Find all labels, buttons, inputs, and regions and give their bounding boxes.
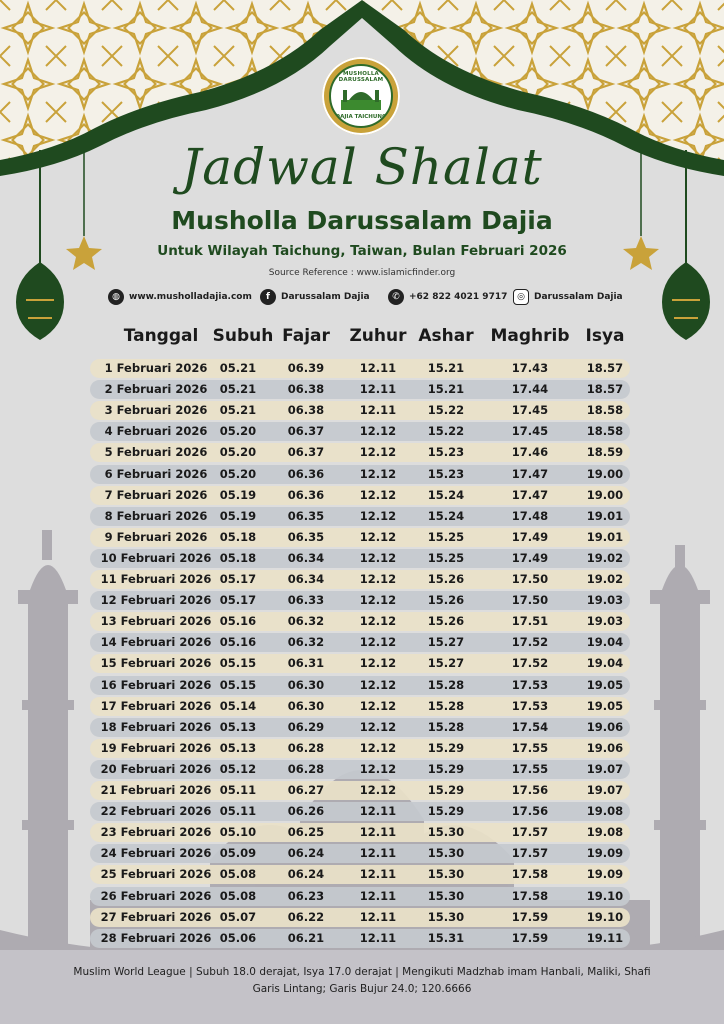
cell-maghrib: 17.53: [511, 698, 549, 713]
cell-fajar: 06.37: [287, 445, 325, 460]
cell-ashar: 15.30: [427, 825, 465, 840]
cell-fajar: 06.33: [287, 593, 325, 608]
cell-zuhur: 12.11: [359, 825, 397, 840]
cell-subuh: 05.16: [219, 614, 257, 629]
globe-icon: ◍: [108, 289, 124, 305]
cell-fajar: 06.27: [287, 783, 325, 797]
cell-zuhur: 12.11: [359, 804, 397, 819]
cell-isya: 19.02: [586, 572, 624, 586]
cell-date: 25 Februari 2026: [100, 867, 212, 882]
cell-fajar: 06.36: [287, 487, 325, 502]
table-row: [90, 612, 630, 631]
cell-maghrib: 17.58: [511, 888, 549, 903]
cell-maghrib: 17.55: [511, 740, 549, 755]
instagram-text: Darussalam Dajia: [534, 292, 623, 302]
cell-maghrib: 17.58: [511, 867, 549, 882]
cell-subuh: 05.21: [219, 403, 257, 418]
cell-date: 18 Februari 2026: [100, 719, 212, 734]
cell-fajar: 06.32: [287, 614, 325, 629]
cell-ashar: 15.29: [427, 804, 465, 819]
cell-fajar: 06.24: [287, 846, 325, 861]
table-row: [90, 654, 630, 673]
cell-isya: 19.07: [586, 783, 624, 797]
header-isya: Isya: [585, 326, 625, 346]
cell-maghrib: 17.46: [511, 445, 549, 460]
cell-date: 17 Februari 2026: [100, 698, 212, 713]
cell-maghrib: 17.57: [511, 846, 549, 861]
cell-fajar: 06.26: [287, 804, 325, 819]
cell-date: 8 Februari 2026: [104, 508, 208, 523]
cell-maghrib: 17.50: [511, 593, 549, 608]
table-row: [90, 507, 630, 526]
table-row: [90, 908, 630, 927]
cell-zuhur: 12.11: [359, 888, 397, 903]
cell-isya: 19.06: [586, 719, 624, 734]
cell-zuhur: 12.11: [359, 403, 397, 418]
cell-isya: 19.00: [586, 487, 624, 502]
cell-ashar: 15.30: [427, 867, 465, 882]
cell-maghrib: 17.45: [511, 403, 549, 418]
whatsapp-icon: ✆: [388, 289, 404, 305]
cell-ashar: 15.24: [427, 487, 465, 502]
instagram-icon: ◎: [513, 289, 529, 305]
header-subuh: Subuh: [212, 326, 274, 346]
cell-zuhur: 12.12: [359, 593, 397, 608]
cell-subuh: 05.06: [219, 930, 257, 945]
cell-zuhur: 12.12: [359, 635, 397, 650]
cell-maghrib: 17.47: [511, 466, 549, 481]
cell-zuhur: 12.11: [359, 909, 397, 924]
cell-fajar: 06.21: [287, 930, 325, 945]
cell-date: 19 Februari 2026: [100, 740, 212, 755]
cell-maghrib: 17.52: [511, 656, 549, 671]
cell-date: 6 Februari 2026: [104, 466, 208, 481]
cell-isya: 19.09: [586, 846, 624, 861]
cell-ashar: 15.28: [427, 719, 465, 734]
cell-date: 9 Februari 2026: [104, 529, 208, 544]
cell-isya: 18.57: [586, 361, 624, 375]
cell-subuh: 05.18: [219, 529, 257, 544]
table-row: [90, 465, 630, 484]
cell-zuhur: 12.12: [359, 508, 397, 523]
cell-isya: 18.58: [586, 424, 624, 439]
cell-zuhur: 12.12: [359, 761, 397, 776]
cell-isya: 19.01: [586, 508, 624, 523]
region-caption: Untuk Wilayah Taichung, Taiwan, Bulan Februari 2026: [157, 243, 567, 259]
cell-maghrib: 17.57: [511, 825, 549, 840]
cell-date: 2 Februari 2026: [104, 382, 208, 397]
cell-date: 4 Februari 2026: [104, 424, 208, 439]
contact-whatsapp[interactable]: [388, 288, 507, 306]
cell-zuhur: 12.12: [359, 719, 397, 734]
cell-isya: 19.08: [586, 804, 624, 819]
cell-isya: 18.59: [586, 445, 624, 460]
cell-date: 14 Februari 2026: [100, 635, 212, 650]
header-zuhur: Zuhur: [349, 326, 407, 346]
cell-subuh: 05.20: [219, 466, 257, 481]
cell-isya: 19.05: [586, 677, 624, 692]
table-row: [90, 401, 630, 420]
cell-subuh: 05.13: [219, 740, 257, 755]
cell-fajar: 06.28: [287, 761, 325, 776]
table-row: [90, 486, 630, 505]
cell-date: 26 Februari 2026: [100, 888, 212, 903]
cell-maghrib: 17.56: [511, 783, 549, 797]
table-row: [90, 823, 630, 842]
cell-ashar: 15.27: [427, 635, 465, 650]
cell-subuh: 05.20: [219, 445, 257, 460]
cell-isya: 18.58: [586, 403, 624, 418]
cell-maghrib: 17.52: [511, 635, 549, 650]
cell-isya: 19.05: [586, 698, 624, 713]
cell-ashar: 15.31: [427, 930, 465, 945]
cell-ashar: 15.26: [427, 593, 465, 608]
cell-date: 16 Februari 2026: [100, 677, 212, 692]
cell-zuhur: 12.12: [359, 740, 397, 755]
cell-isya: 19.04: [586, 635, 624, 650]
cell-subuh: 05.21: [219, 361, 257, 375]
cell-subuh: 05.21: [219, 382, 257, 397]
cell-fajar: 06.34: [287, 550, 325, 565]
header-fajar: Fajar: [282, 326, 330, 346]
table-row: [90, 887, 630, 906]
whatsapp-text: +62 822 4021 9717: [409, 292, 508, 302]
cell-ashar: 15.30: [427, 846, 465, 861]
cell-date: 13 Februari 2026: [100, 614, 212, 629]
cell-isya: 19.00: [586, 466, 624, 481]
cell-subuh: 05.19: [219, 487, 257, 502]
cell-fajar: 06.38: [287, 382, 325, 397]
cell-maghrib: 17.54: [511, 719, 549, 734]
cell-fajar: 06.29: [287, 719, 325, 734]
source-reference: Source Reference : www.islamicfinder.org: [268, 268, 456, 278]
cell-maghrib: 17.53: [511, 677, 549, 692]
table-row: [90, 676, 630, 695]
cell-date: 15 Februari 2026: [100, 656, 212, 671]
cell-isya: 19.04: [586, 656, 624, 671]
cell-zuhur: 12.11: [359, 846, 397, 861]
cell-subuh: 05.10: [219, 825, 257, 840]
table-row: [90, 380, 630, 399]
cell-date: 21 Februari 2026: [100, 783, 212, 797]
cell-date: 28 Februari 2026: [100, 930, 212, 945]
cell-subuh: 05.07: [219, 909, 257, 924]
cell-subuh: 05.11: [219, 783, 257, 797]
cell-maghrib: 17.48: [511, 508, 549, 523]
table-row: [90, 781, 630, 800]
cell-fajar: 06.35: [287, 508, 325, 523]
cell-isya: 19.03: [586, 614, 624, 629]
cell-zuhur: 12.12: [359, 677, 397, 692]
cell-ashar: 15.29: [427, 783, 465, 797]
cell-subuh: 05.15: [219, 656, 257, 671]
cell-subuh: 05.18: [219, 550, 257, 565]
cell-isya: 18.57: [586, 382, 624, 397]
facebook-text: Darussalam Dajia: [281, 292, 370, 302]
cell-fajar: 06.28: [287, 740, 325, 755]
cell-isya: 19.06: [586, 740, 624, 755]
cell-fajar: 06.35: [287, 529, 325, 544]
cell-ashar: 15.26: [427, 572, 465, 586]
musholla-logo: [322, 57, 400, 135]
contact-website[interactable]: [108, 288, 252, 306]
cell-zuhur: 12.12: [359, 550, 397, 565]
cell-maghrib: 17.50: [511, 572, 549, 586]
cell-fajar: 06.30: [287, 677, 325, 692]
cell-isya: 19.08: [586, 825, 624, 840]
mosque-icon: [341, 84, 381, 110]
table-header: [0, 326, 724, 350]
cell-fajar: 06.23: [287, 888, 325, 903]
cell-zuhur: 12.12: [359, 614, 397, 629]
cell-maghrib: 17.56: [511, 804, 549, 819]
table-row: [90, 929, 630, 948]
cell-isya: 19.02: [586, 550, 624, 565]
cell-subuh: 05.15: [219, 677, 257, 692]
table-row: [90, 739, 630, 758]
cell-date: 20 Februari 2026: [100, 761, 212, 776]
cell-ashar: 15.22: [427, 424, 465, 439]
cell-zuhur: 12.12: [359, 698, 397, 713]
cell-subuh: 05.08: [219, 867, 257, 882]
table-row: [90, 591, 630, 610]
cell-fajar: 06.36: [287, 466, 325, 481]
table-row: [90, 570, 630, 589]
cell-subuh: 05.11: [219, 804, 257, 819]
cell-ashar: 15.24: [427, 508, 465, 523]
table-row: [90, 443, 630, 462]
cell-isya: 19.10: [586, 909, 624, 924]
cell-isya: 19.11: [586, 930, 624, 945]
cell-date: 5 Februari 2026: [104, 445, 208, 460]
cell-ashar: 15.23: [427, 466, 465, 481]
cell-ashar: 15.25: [427, 550, 465, 565]
cell-ashar: 15.27: [427, 656, 465, 671]
cell-zuhur: 12.12: [359, 529, 397, 544]
cell-isya: 19.10: [586, 888, 624, 903]
cell-maghrib: 17.59: [511, 930, 549, 945]
cell-zuhur: 12.11: [359, 867, 397, 882]
cell-ashar: 15.30: [427, 909, 465, 924]
cell-subuh: 05.13: [219, 719, 257, 734]
page-title: Jadwal Shalat: [181, 138, 543, 196]
cell-date: 24 Februari 2026: [100, 846, 212, 861]
cell-zuhur: 12.12: [359, 572, 397, 586]
contact-instagram[interactable]: [513, 288, 623, 306]
cell-date: 12 Februari 2026: [100, 593, 212, 608]
cell-fajar: 06.22: [287, 909, 325, 924]
cell-maghrib: 17.44: [511, 382, 549, 397]
table-row: [90, 718, 630, 737]
cell-date: 23 Februari 2026: [100, 825, 212, 840]
cell-zuhur: 12.12: [359, 487, 397, 502]
footer-note: [40, 964, 684, 998]
cell-zuhur: 12.12: [359, 466, 397, 481]
cell-subuh: 05.09: [219, 846, 257, 861]
table-row: [90, 697, 630, 716]
cell-maghrib: 17.51: [511, 614, 549, 629]
cell-maghrib: 17.55: [511, 761, 549, 776]
table-row: [90, 422, 630, 441]
cell-zuhur: 12.11: [359, 382, 397, 397]
cell-maghrib: 17.47: [511, 487, 549, 502]
cell-ashar: 15.28: [427, 698, 465, 713]
cell-subuh: 05.14: [219, 698, 257, 713]
cell-date: 27 Februari 2026: [100, 909, 212, 924]
cell-date: 7 Februari 2026: [104, 487, 208, 502]
cell-subuh: 05.17: [219, 593, 257, 608]
cell-ashar: 15.29: [427, 761, 465, 776]
table-row: [90, 865, 630, 884]
table-row: [90, 633, 630, 652]
cell-fajar: 06.37: [287, 424, 325, 439]
cell-ashar: 15.23: [427, 445, 465, 460]
cell-ashar: 15.30: [427, 888, 465, 903]
footer-line-2: Garis Lintang; Garis Bujur 24.0; 120.6666: [252, 983, 472, 995]
cell-maghrib: 17.49: [511, 550, 549, 565]
cell-subuh: 05.08: [219, 888, 257, 903]
logo-top-text: MUSHOLLA DARUSSALAM: [338, 71, 384, 83]
cell-date: 11 Februari 2026: [100, 572, 212, 586]
cell-maghrib: 17.45: [511, 424, 549, 439]
cell-fajar: 06.25: [287, 825, 325, 840]
cell-ashar: 15.25: [427, 529, 465, 544]
cell-ashar: 15.22: [427, 403, 465, 418]
footer-line-1: Muslim World League | Subuh 18.0 derajat, Isya 17.0 derajat | Mengikuti Madzhab imam Hanbali, Maliki, Shafi: [73, 966, 651, 978]
cell-zuhur: 12.12: [359, 445, 397, 460]
table-row: [90, 802, 630, 821]
cell-isya: 19.01: [586, 529, 624, 544]
cell-fajar: 06.32: [287, 635, 325, 650]
website-text: www.musholladajia.com: [129, 292, 252, 302]
contact-facebook[interactable]: [260, 288, 370, 306]
facebook-icon: f: [260, 289, 276, 305]
cell-date: 10 Februari 2026: [100, 550, 212, 565]
cell-maghrib: 17.59: [511, 909, 549, 924]
cell-fajar: 06.24: [287, 867, 325, 882]
table-row: [90, 359, 630, 378]
cell-subuh: 05.19: [219, 508, 257, 523]
cell-isya: 19.09: [586, 867, 624, 882]
cell-fajar: 06.34: [287, 572, 325, 586]
cell-zuhur: 12.12: [359, 783, 397, 797]
cell-subuh: 05.20: [219, 424, 257, 439]
cell-maghrib: 17.49: [511, 529, 549, 544]
cell-ashar: 15.21: [427, 382, 465, 397]
cell-zuhur: 12.12: [359, 424, 397, 439]
cell-isya: 19.03: [586, 593, 624, 608]
cell-isya: 19.07: [586, 761, 624, 776]
table-row: [90, 528, 630, 547]
cell-subuh: 05.16: [219, 635, 257, 650]
cell-ashar: 15.28: [427, 677, 465, 692]
cell-ashar: 15.29: [427, 740, 465, 755]
page-subtitle: Musholla Darussalam Dajia: [171, 206, 553, 235]
logo-bottom-text: DAJIA TAICHUNG: [335, 114, 387, 120]
header-ashar: Ashar: [418, 326, 474, 346]
cell-fajar: 06.31: [287, 656, 325, 671]
table-row: [90, 844, 630, 863]
cell-date: 3 Februari 2026: [104, 403, 208, 418]
cell-date: 1 Februari 2026: [104, 361, 208, 375]
cell-subuh: 05.12: [219, 761, 257, 776]
header-tanggal: Tanggal: [123, 326, 199, 346]
cell-zuhur: 12.12: [359, 656, 397, 671]
cell-ashar: 15.26: [427, 614, 465, 629]
cell-ashar: 15.21: [427, 361, 465, 375]
header-maghrib: Maghrib: [490, 326, 570, 346]
cell-date: 22 Februari 2026: [100, 804, 212, 819]
cell-subuh: 05.17: [219, 572, 257, 586]
cell-fajar: 06.30: [287, 698, 325, 713]
table-row: [90, 549, 630, 568]
table-row: [90, 760, 630, 779]
cell-fajar: 06.38: [287, 403, 325, 418]
cell-zuhur: 12.11: [359, 361, 397, 375]
cell-fajar: 06.39: [287, 361, 325, 375]
cell-maghrib: 17.43: [511, 361, 549, 375]
cell-zuhur: 12.11: [359, 930, 397, 945]
